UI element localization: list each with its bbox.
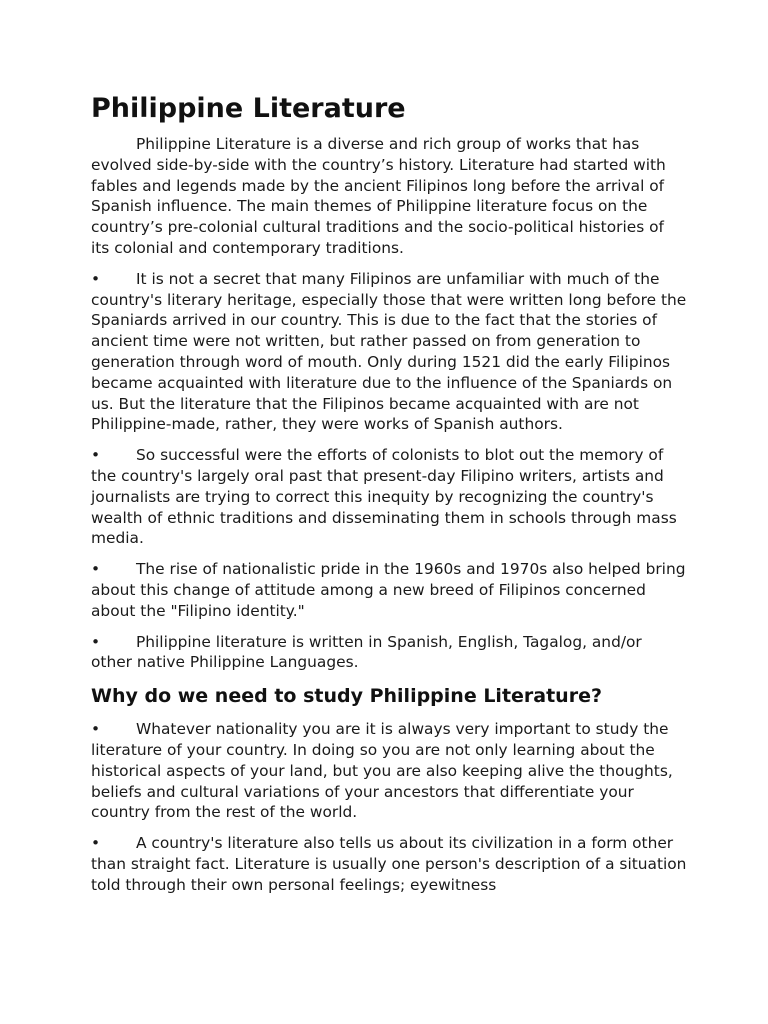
bullet-paragraph	[91, 719, 687, 823]
bullet-icon: •	[91, 560, 101, 579]
bullet-icon: •	[91, 720, 101, 739]
bullet-text: The rise of nationalistic pride in the 1960s and 1970s also helped bring about this change of attitude among a new breed of Filipinos concerned about the "Filipino identity."	[91, 560, 686, 620]
bullet-text: So successful were the efforts of colonists to blot out the memory of the country's largely oral past that present-day Filipino writers, artists and journalists are trying to correct this inequity by recognizing the country's wealth of ethnic traditions and disseminating them in schools through mass media.	[91, 446, 677, 548]
bullet-text: Philippine literature is written in Spanish, English, Tagalog, and/or other native Philippine Languages.	[91, 632, 642, 672]
section-heading: Why do we need to study Philippine Literature?	[91, 685, 602, 708]
document-body	[91, 92, 687, 906]
bullet-paragraph	[91, 833, 687, 895]
bullet-text: A country's literature also tells us about its civilization in a form other than straight fact. Literature is usually one person's description of a situation told through their own personal feelings; eyewitness	[91, 834, 687, 894]
intro-paragraph: Philippine Literature is a diverse and rich group of works that has evolved side-by-side with the country’s history. Literature had started with fables and legends made by the ancient Filipinos long before the arrival of Spanish influence. The main themes of Philippine literature focus on the country’s pre-colonial cultural traditions and the socio-political histories of its colonial and contemporary traditions.	[91, 135, 666, 257]
bullet-icon: •	[91, 269, 101, 288]
bullet-paragraph	[91, 632, 687, 674]
bullet-text: Whatever nationality you are it is always very important to study the literature of your country. In doing so you are not only learning about the historical aspects of your land, but you are also keeping alive the thoughts, beliefs and cultural variations of your ancestors that differentiate your country from the rest of the world.	[91, 720, 673, 822]
bullet-paragraph	[91, 269, 687, 435]
bullet-icon: •	[91, 446, 101, 465]
bullet-paragraph	[91, 559, 687, 621]
bullet-paragraph	[91, 445, 687, 549]
bullet-icon: •	[91, 834, 101, 853]
page-title: Philippine Literature	[91, 93, 406, 124]
bullet-icon: •	[91, 632, 101, 651]
bullet-text: It is not a secret that many Filipinos are unfamiliar with much of the country's literary heritage, especially those that were written long before the Spaniards arrived in our country. This is due to the fact that the stories of ancient time were not written, but rather passed on from generation to generation through word of mouth. Only during 1521 did the early Filipinos became acquainted with literature due to the influence of the Spaniards on us. But the literature that the Filipinos became acquainted with are not Philippine-made, rather, they were works of Spanish authors.	[91, 269, 687, 434]
